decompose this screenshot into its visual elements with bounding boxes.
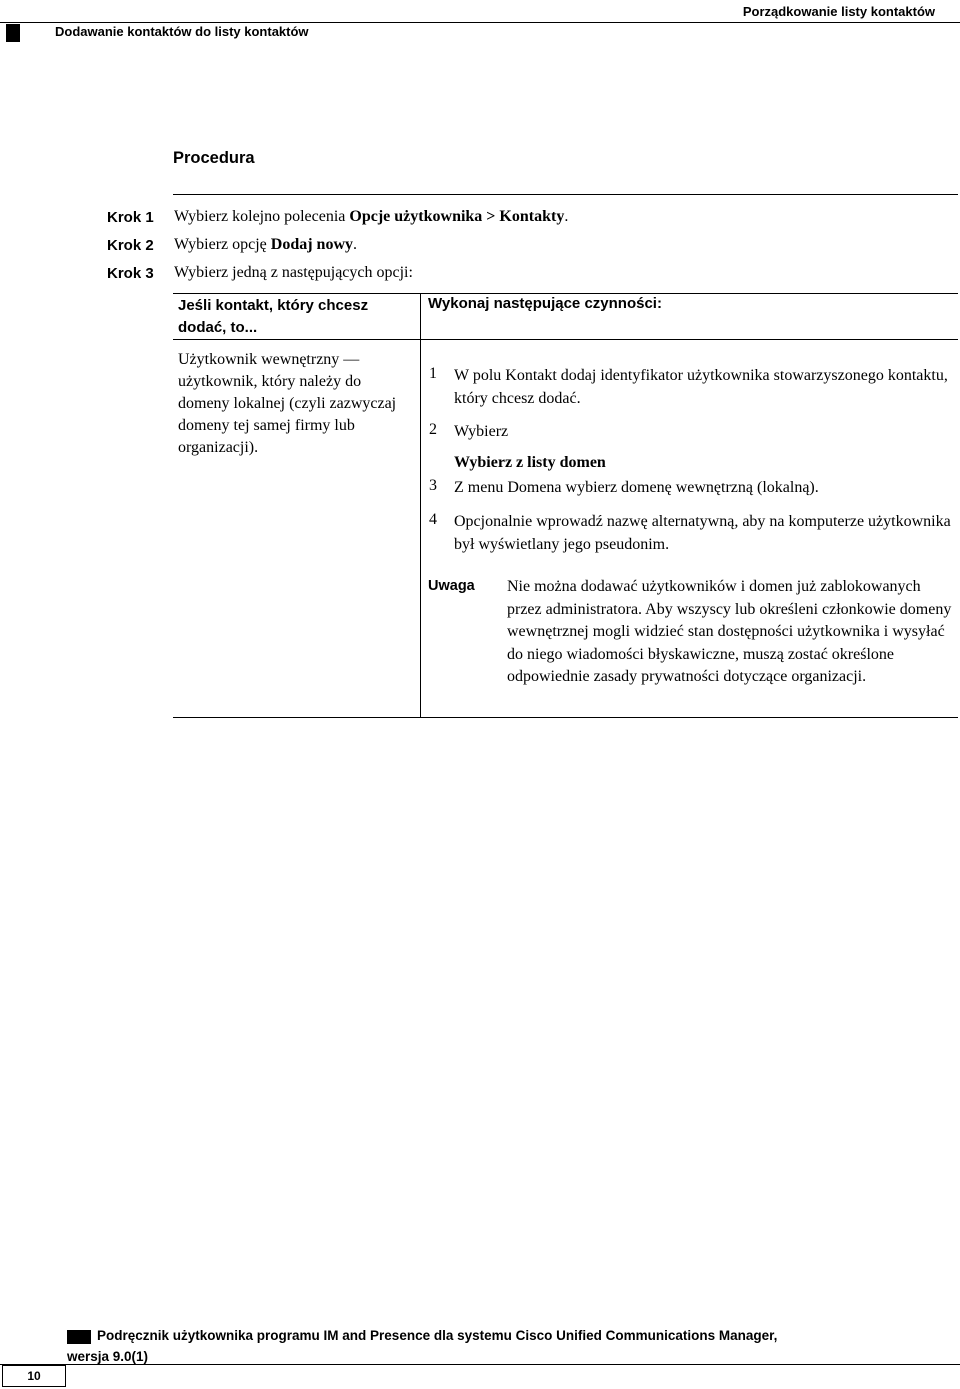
step-3-label: Krok 3 (107, 265, 154, 282)
list-item-number: 3 (429, 477, 437, 494)
table-header-condition: Jeśli kontakt, który chcesz dodać, to... (178, 297, 369, 336)
guide-version: wersja 9.0(1) (67, 1349, 149, 1364)
list-item: Opcjonalnie wprowadź nazwę alternatywną, aby na komputerze użytkownika był wyświetlany jego pseudonim. (454, 513, 951, 553)
list-item-number: 2 (429, 421, 437, 438)
list-item-number: 4 (429, 511, 437, 528)
step-1-label: Krok 1 (107, 209, 154, 226)
table-cell-condition: Użytkownik wewnętrzny — użytkownik, który należy do domeny lokalnej (czyli zazwyczaj domeny tej samej firmy lub organizacji). (178, 351, 397, 456)
footer-rule (0, 1364, 960, 1365)
table-top-rule (173, 293, 958, 294)
step-1-text: Wybierz kolejno polecenia Opcje użytkownika > Kontakty. (174, 208, 569, 225)
list-item: W polu Kontakt dodaj identyfikator użytkownika stowarzyszonego kontaktu, który chcesz dodać. (454, 367, 948, 407)
header-rule (0, 22, 960, 23)
step-2-label: Krok 2 (107, 237, 154, 254)
table-header-action: Wykonaj następujące czynności: (428, 295, 662, 312)
table-column-divider (420, 293, 421, 718)
list-item-number: 1 (429, 365, 437, 382)
header-marker (6, 24, 20, 42)
option-name: Dodaj nowy (270, 236, 353, 253)
section-title: Dodawanie kontaktów do listy kontaktów (55, 24, 309, 39)
procedure-rule (173, 194, 958, 195)
procedure-heading: Procedura (173, 149, 255, 167)
step-3-text: Wybierz jedną z następujących opcji: (174, 264, 413, 281)
step-2-text: Wybierz opcję Dodaj nowy. (174, 236, 357, 253)
note-text: Nie można dodawać użytkowników i domen już zablokowanych przez administratora. Aby wszyscy lub określeni członkowie domeny wewnętrznej mogli widzieć stan dostępności użytkownika i wysyłać do niego wiadomości błyskawiczne, muszą zostać określone odpowiednie zasady prywatności dotyczące organizacji. (507, 578, 952, 686)
page-number: 10 (2, 1365, 66, 1387)
menu-path: Opcje użytkownika > Kontakty (349, 208, 565, 225)
chapter-title: Porządkowanie listy kontaktów (742, 4, 935, 19)
table-bottom-rule (173, 717, 958, 718)
table-header-rule (173, 339, 958, 340)
list-item: Z menu Domena wybierz domenę wewnętrzną (lokalną). (454, 479, 819, 496)
note-label: Uwaga (428, 578, 475, 594)
guide-title: Podręcznik użytkownika programu IM and Presence dla systemu Cisco Unified Communications Manager, (97, 1328, 778, 1343)
footer-marker (67, 1330, 91, 1344)
list-item: Wybierz (454, 423, 509, 440)
list-item-subheading: Wybierz z listy domen (454, 454, 606, 471)
